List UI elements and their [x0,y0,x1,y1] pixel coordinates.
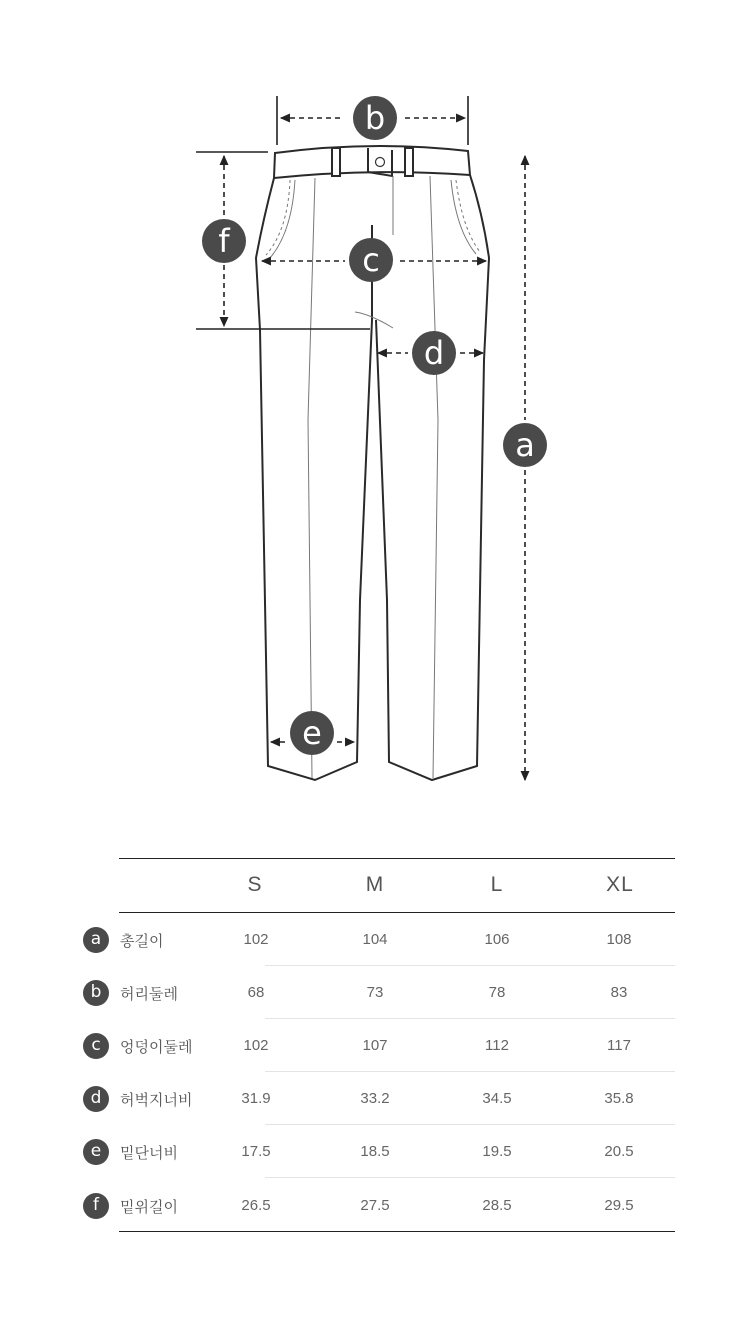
cell-xl: 29.5 [604,1197,634,1214]
table-row [0,1072,750,1125]
size-table-header [119,858,675,913]
cell-xl: 117 [607,1037,631,1054]
header-size-m: M [365,873,385,896]
row-badge: d [83,1086,109,1112]
table-row [0,1019,750,1072]
label-badge-a [503,423,547,467]
row-label: 허벅지너비 [120,1091,193,1109]
table-row [0,1179,750,1232]
cell-xl: 20.5 [604,1143,634,1160]
cell-xl: 108 [606,931,632,948]
header-size-l: L [490,873,504,896]
row-divider [265,1177,675,1178]
svg-text:d: d [423,334,445,372]
cell-l: 106 [484,931,510,948]
cell-m: 18.5 [360,1143,390,1160]
cell-l: 28.5 [482,1197,512,1214]
label-badge-c [349,238,393,282]
svg-text:b: b [364,99,386,137]
svg-text:a: a [515,426,535,464]
cell-m: 104 [362,931,388,948]
cell-s: 102 [243,1037,269,1054]
cell-l: 34.5 [482,1090,512,1107]
row-badge: a [83,927,109,953]
cell-m: 73 [366,984,384,1001]
row-label: 밑위길이 [120,1198,178,1216]
table-row [0,966,750,1019]
button-icon [376,158,385,167]
cell-l: 112 [485,1037,509,1054]
label-badge-f [202,219,246,263]
cell-s: 17.5 [241,1143,271,1160]
table-row [0,913,750,966]
row-badge: c [83,1033,109,1059]
cell-s: 26.5 [241,1197,271,1214]
table-row [0,1125,750,1178]
cell-s: 68 [247,984,265,1001]
row-label: 밑단너비 [120,1144,178,1162]
svg-text:e: e [302,714,322,752]
measurement-lines [196,96,525,780]
cell-l: 19.5 [482,1143,512,1160]
cell-xl: 83 [610,984,628,1001]
label-badge-b [353,96,397,140]
row-label: 총길이 [120,932,164,950]
cell-m: 107 [362,1037,388,1054]
row-label: 엉덩이둘레 [120,1038,193,1056]
svg-text:f: f [218,222,230,260]
label-badge-d [412,331,456,375]
svg-text:c: c [362,241,380,279]
header-size-xl: XL [606,873,634,896]
cell-l: 78 [488,984,506,1001]
cell-m: 33.2 [360,1090,390,1107]
cell-m: 27.5 [360,1197,390,1214]
row-badge: e [83,1139,109,1165]
row-badge: f [83,1193,109,1219]
header-size-s: S [247,873,263,896]
label-badge-e [290,711,334,755]
cell-s: 102 [243,931,269,948]
cell-s: 31.9 [241,1090,271,1107]
table-bottom-border [119,1231,675,1232]
row-badge: b [83,980,109,1006]
row-label: 허리둘레 [120,985,178,1003]
cell-xl: 35.8 [604,1090,634,1107]
